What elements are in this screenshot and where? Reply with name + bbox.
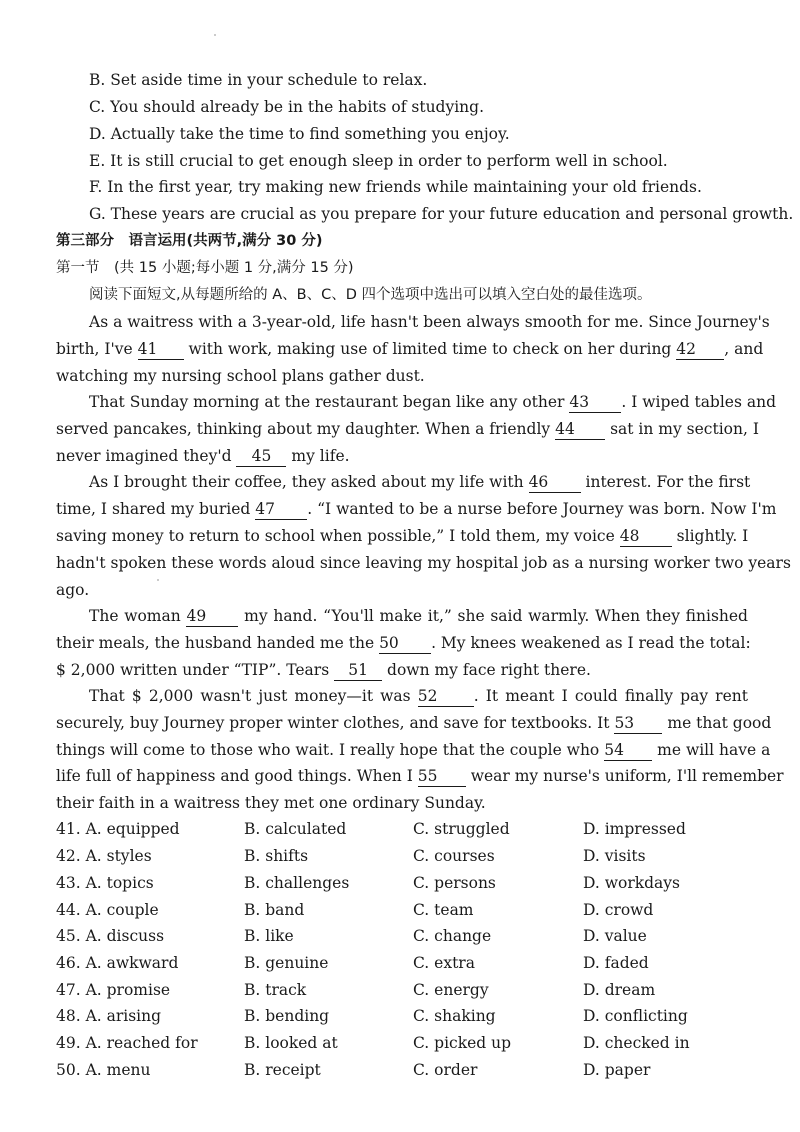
choice-row-46 — [56, 953, 760, 973]
choice-47-a: 47. A. promise — [56, 981, 171, 999]
choice-50-a: 50. A. menu — [56, 1061, 151, 1079]
choice-47-c: C. energy — [413, 981, 489, 999]
choice-46-b: B. genuine — [244, 954, 329, 972]
option-line-d: D. Actually take the time to find something you enjoy. — [89, 125, 510, 143]
p2-line1: That Sunday morning at the restaurant began like any other 43 . I wiped tables and — [89, 393, 777, 411]
p5-line1: That $ 2,000 wasn't just money—it was 52 . It meant I could finally pay rent — [89, 687, 748, 705]
p3-line2: time, I shared my buried 47 . “I wanted to be a nurse before Journey was born. Now I'm — [56, 500, 777, 518]
p3-line5: ago. — [56, 581, 90, 599]
choice-43-c: C. persons — [413, 874, 496, 892]
choice-49-c: C. picked up — [413, 1034, 512, 1052]
choice-49-d: D. checked in — [583, 1034, 690, 1052]
p5-line2: securely, buy Journey proper winter clothes, and save for textbooks. It 53 me that good — [56, 714, 772, 732]
blank-53: 53 — [614, 715, 662, 734]
choice-42-d: D. visits — [583, 847, 646, 865]
choice-50-d: D. paper — [583, 1061, 651, 1079]
part-title: 第三部分 语言运用(共两节,满分 30 分) — [56, 233, 323, 249]
choice-47-d: D. dream — [583, 981, 656, 999]
choice-44-d: D. crowd — [583, 901, 654, 919]
choice-46-a: 46. A. awkward — [56, 954, 179, 972]
p5-line5: their faith in a waitress they met one ordinary Sunday. — [56, 794, 486, 812]
option-line-c: C. You should already be in the habits of studying. — [89, 98, 485, 116]
blank-45: 45 — [236, 448, 286, 467]
choice-50-c: C. order — [413, 1061, 478, 1079]
p2-line3: never imagined they'd 45 my life. — [56, 447, 350, 465]
choice-42-a: 42. A. styles — [56, 847, 152, 865]
option-line-g: G. These years are crucial as you prepare for your future education and personal growth. — [89, 205, 794, 223]
choice-42-c: C. courses — [413, 847, 495, 865]
p3-line4: hadn't spoken these words aloud since leaving my hospital job as a nursing worker two years — [56, 554, 791, 572]
choice-48-b: B. bending — [244, 1007, 330, 1025]
choice-50-b: B. receipt — [244, 1061, 321, 1079]
choice-row-44 — [56, 900, 760, 920]
p1-line1: As a waitress with a 3-year-old, life hasn't been always smooth for me. Since Journey's — [89, 313, 770, 331]
choice-44-b: B. band — [244, 901, 305, 919]
choice-row-48 — [56, 1006, 760, 1026]
blank-43: 43 — [569, 394, 621, 413]
option-line-e: E. It is still crucial to get enough sleep in order to perform well in school. — [89, 152, 668, 170]
choice-48-c: C. shaking — [413, 1007, 496, 1025]
scan-speck — [157, 579, 159, 581]
blank-44: 44 — [555, 421, 605, 440]
choice-45-b: B. like — [244, 927, 294, 945]
choice-42-b: B. shifts — [244, 847, 309, 865]
blank-49: 49 — [186, 608, 238, 627]
choice-46-d: D. faded — [583, 954, 649, 972]
choice-43-b: B. challenges — [244, 874, 350, 892]
choice-43-d: D. workdays — [583, 874, 681, 892]
choice-48-d: D. conflicting — [583, 1007, 688, 1025]
scan-speck — [214, 34, 216, 36]
choice-41-d: D. impressed — [583, 820, 686, 838]
choice-row-49 — [56, 1033, 760, 1053]
instruction: 阅读下面短文,从每题所给的 A、B、C、D 四个选项中选出可以填入空白处的最佳选项。 — [89, 287, 652, 303]
choice-45-c: C. change — [413, 927, 492, 945]
choice-row-45 — [56, 926, 760, 946]
choice-49-b: B. looked at — [244, 1034, 338, 1052]
choice-row-41 — [56, 819, 760, 839]
blank-55: 55 — [418, 768, 466, 787]
blank-41: 41 — [138, 341, 184, 360]
choice-41-b: B. calculated — [244, 820, 347, 838]
section-title: 第一节 (共 15 小题;每小题 1 分,满分 15 分) — [56, 260, 354, 276]
choice-row-50 — [56, 1060, 760, 1080]
blank-52: 52 — [418, 688, 474, 707]
blank-42: 42 — [676, 341, 724, 360]
blank-50: 50 — [379, 635, 431, 654]
p5-line3: things will come to those who wait. I really hope that the couple who 54 me will have a — [56, 741, 771, 759]
choice-41-c: C. struggled — [413, 820, 510, 838]
p4-line1: The woman 49 my hand. “You'll make it,” she said warmly. When they finished — [89, 607, 748, 625]
choice-46-c: C. extra — [413, 954, 475, 972]
choice-row-43 — [56, 873, 760, 893]
p3-line3: saving money to return to school when possible,” I told them, my voice 48 slightly. I — [56, 527, 749, 545]
choice-row-47 — [56, 980, 760, 1000]
choice-47-b: B. track — [244, 981, 307, 999]
p2-line2: served pancakes, thinking about my daughter. When a friendly 44 sat in my section, I — [56, 420, 759, 438]
choice-44-c: C. team — [413, 901, 474, 919]
choice-row-42 — [56, 846, 760, 866]
blank-54: 54 — [604, 742, 652, 761]
p1-line2: birth, I've 41 with work, making use of limited time to check on her during 42 , and — [56, 340, 764, 358]
choice-45-a: 45. A. discuss — [56, 927, 165, 945]
blank-46: 46 — [529, 474, 581, 493]
option-line-f: F. In the first year, try making new friends while maintaining your old friends. — [89, 178, 702, 196]
choice-41-a: 41. A. equipped — [56, 820, 180, 838]
p4-line3: $ 2,000 written under “TIP”. Tears 51 down my face right there. — [56, 661, 591, 679]
choice-49-a: 49. A. reached for — [56, 1034, 198, 1052]
p4-line2: their meals, the husband handed me the 50 . My knees weakened as I read the total: — [56, 634, 751, 652]
blank-48: 48 — [620, 528, 672, 547]
p5-line4: life full of happiness and good things. When I 55 wear my nurse's uniform, I'll remember — [56, 767, 784, 785]
choice-45-d: D. value — [583, 927, 647, 945]
choice-43-a: 43. A. topics — [56, 874, 154, 892]
p1-line3: watching my nursing school plans gather dust. — [56, 367, 425, 385]
p3-line1: As I brought their coffee, they asked about my life with 46 interest. For the first — [89, 473, 751, 491]
choice-48-a: 48. A. arising — [56, 1007, 162, 1025]
blank-47: 47 — [255, 501, 307, 520]
choice-44-a: 44. A. couple — [56, 901, 159, 919]
blank-51: 51 — [334, 662, 382, 681]
option-line-b: B. Set aside time in your schedule to relax. — [89, 71, 428, 89]
